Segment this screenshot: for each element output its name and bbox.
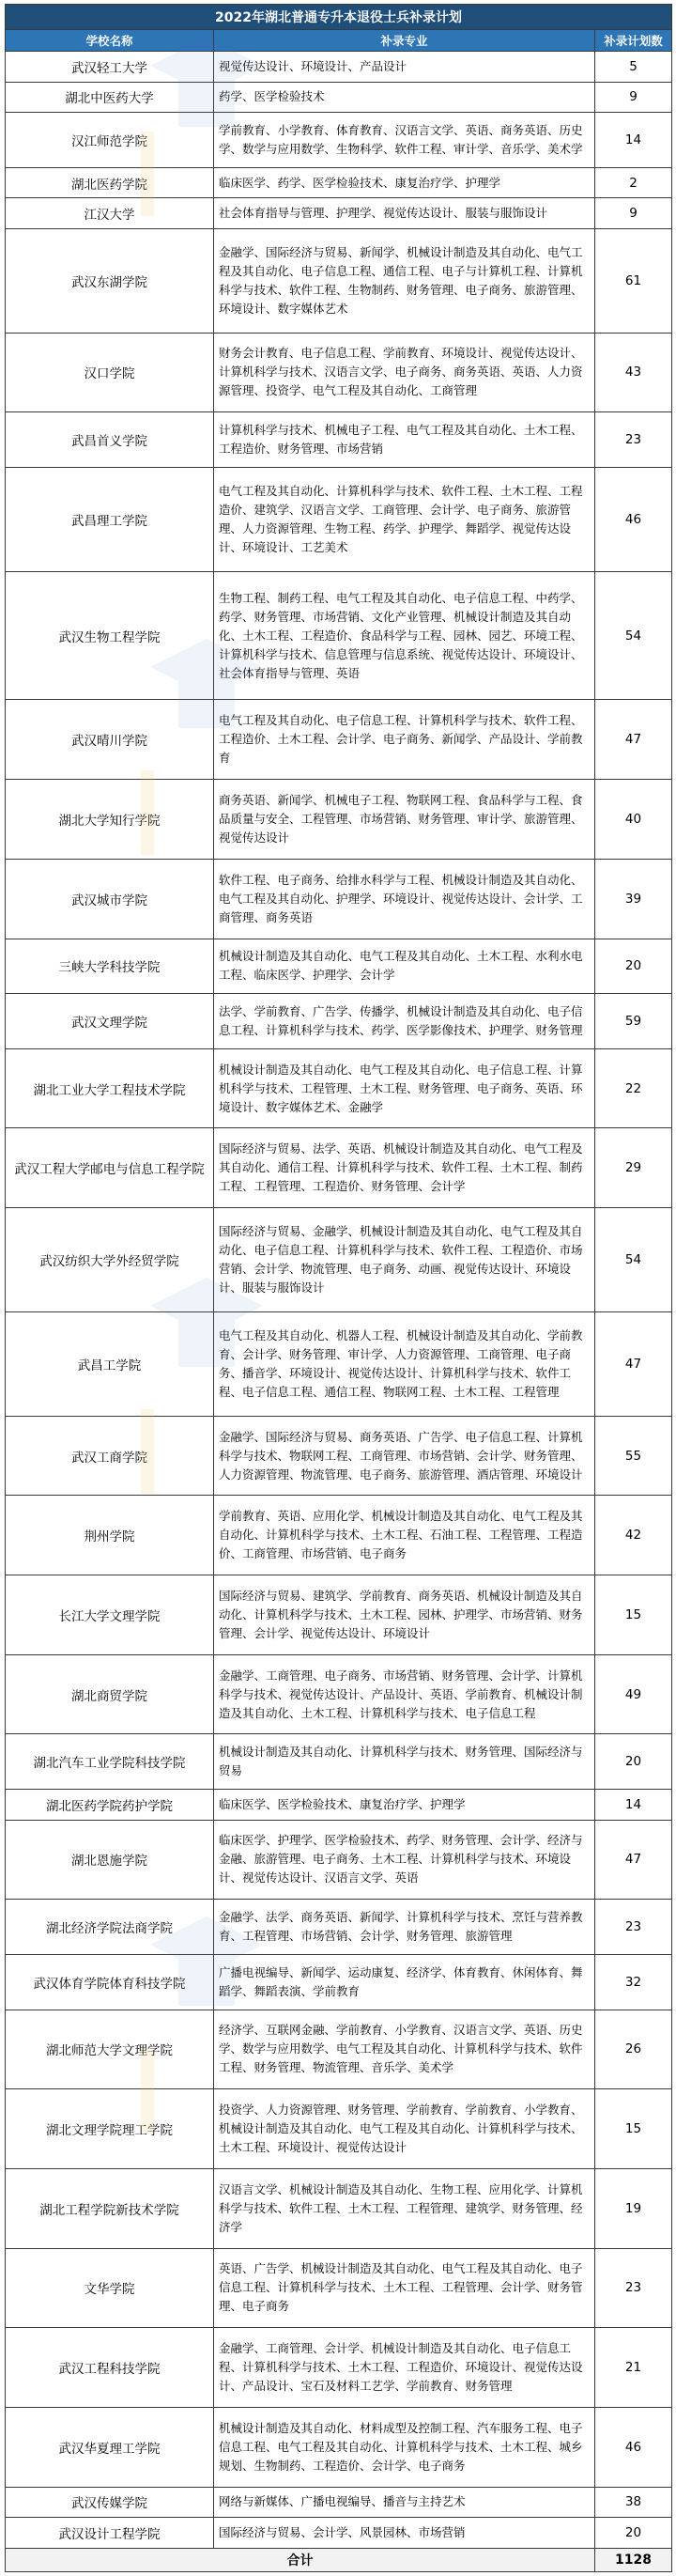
table-row [6, 1575, 672, 1655]
school-name-cell: 武汉生物工程学院 [6, 571, 214, 700]
plan-count-cell: 54 [595, 1208, 672, 1312]
admission-plan-table [5, 4, 672, 2572]
table-row [6, 2010, 672, 2089]
majors-cell: 临床医学、护理学、医学检验技术、药学、财务管理、会计学、经济与金融、旅游管理、电子商务、土木工程、计算机科学与技术、环境设计、视觉传达设计、汉语言文学、英语 [214, 1820, 595, 1900]
school-name-cell: 文华学院 [6, 2248, 214, 2328]
majors-cell: 金融学、国际经济与贸易、商务英语、广告学、电子信息工程、计算机科学与技术、物联网工程、工商管理、市场营销、会计学、财务管理、人力资源管理、物流管理、电子商务、旅游管理、酒店管理、环境设计 [214, 1416, 595, 1496]
plan-count-cell: 46 [595, 2407, 672, 2487]
school-name-cell: 湖北医药学院药护学院 [6, 1790, 214, 1821]
school-name-cell: 三峡大学科技学院 [6, 939, 214, 994]
majors-cell: 国际经济与贸易、建筑学、学前教育、商务英语、机械设计制造及其自动化、计算机科学与技术、土木工程、园林、护理学、市场营销、财务管理、会计学、视觉传达设计、环境设计 [214, 1575, 595, 1655]
school-name-cell: 武汉体育学院体育科技学院 [6, 1954, 214, 2010]
plan-count-cell: 20 [595, 939, 672, 994]
plan-count-cell: 32 [595, 1954, 672, 2010]
majors-cell: 临床医学、药学、医学检验技术、康复治疗学、护理学 [214, 167, 595, 198]
header-school: 学校名称 [6, 30, 214, 52]
majors-cell: 电气工程及其自动化、计算机科学与技术、软件工程、土木工程、工程造价、建筑学、汉语言文学、工商管理、会计学、电子商务、旅游管理、人力资源管理、生物工程、药学、护理学、舞蹈学、视觉传达设计、环境设计、工艺美术 [214, 467, 595, 571]
majors-cell: 社会体育指导与管理、护理学、视觉传达设计、服装与服饰设计 [214, 198, 595, 229]
table-row [6, 333, 672, 412]
plan-count-cell: 47 [595, 700, 672, 780]
school-name-cell: 武汉传媒学院 [6, 2487, 214, 2518]
majors-cell: 金融学、国际经济与贸易、新闻学、机械设计制造及其自动化、电气工程及其自动化、电子信息工程、通信工程、电子与计算机工程、计算机科学与技术、软件工程、生物制药、财务管理、电子商务、旅游管理、环境设计、数字媒体艺术 [214, 228, 595, 333]
majors-cell: 英语、广告学、机械设计制造及其自动化、电气工程及其自动化、电子信息工程、计算机科学与技术、土木工程、工程管理、会计学、财务管理、电子商务 [214, 2248, 595, 2328]
majors-cell: 电气工程及其自动化、机器人工程、机械设计制造及其自动化、学前教育、会计学、财务管理、审计学、人力资源管理、工商管理、电子商务、播音学、环境设计、视觉传达设计、计算机科学与技术、软件工程、电子信息工程、通信工程、物联网工程、土木工程、工程管理 [214, 1311, 595, 1416]
majors-cell: 国际经济与贸易、金融学、机械设计制造及其自动化、电气工程及其自动化、电子信息工程、计算机科学与技术、软件工程、工程造价、市场营销、会计学、物流管理、电子商务、动画、视觉传达设计、环境设计、服装与服饰设计 [214, 1208, 595, 1312]
table-row [6, 2089, 672, 2169]
school-name-cell: 武汉晴川学院 [6, 700, 214, 780]
table-row [6, 1416, 672, 1496]
table-row [6, 412, 672, 468]
majors-cell: 网络与新媒体、广播电视编导、播音与主持艺术 [214, 2487, 595, 2518]
table-row [6, 82, 672, 113]
table-row [6, 1311, 672, 1416]
total-count: 1128 [595, 2549, 672, 2572]
table-body [6, 52, 672, 2549]
plan-count-cell: 20 [595, 1734, 672, 1790]
table-row [6, 2328, 672, 2408]
table-row [6, 2168, 672, 2248]
table-row [6, 780, 672, 860]
majors-cell: 金融学、法学、商务英语、新闻学、计算机科学与技术、烹饪与营养教育、工程管理、市场营销、会计学、财务管理、旅游管理 [214, 1900, 595, 1955]
plan-count-cell: 14 [595, 1790, 672, 1821]
school-name-cell: 武汉东湖学院 [6, 228, 214, 333]
majors-cell: 软件工程、电子商务、给排水科学与工程、机械设计制造及其自动化、电气工程及其自动化、护理学、环境设计、视觉传达设计、会计学、工商管理、商务英语 [214, 859, 595, 939]
school-name-cell: 湖北汽车工业学院科技学院 [6, 1734, 214, 1790]
table-row [6, 1954, 672, 2010]
table-header-row [6, 30, 672, 52]
majors-cell: 汉语言文学、机械设计制造及其自动化、生物工程、应用化学、计算机科学与技术、软件工程、土木工程、工程管理、建筑学、财务管理、经济学 [214, 2168, 595, 2248]
plan-count-cell: 47 [595, 1820, 672, 1900]
school-name-cell: 长江大学文理学院 [6, 1575, 214, 1655]
plan-count-cell: 20 [595, 2518, 672, 2549]
plan-count-cell: 2 [595, 167, 672, 198]
school-name-cell: 武汉工程大学邮电与信息工程学院 [6, 1128, 214, 1208]
table-row [6, 1900, 672, 1955]
school-name-cell: 武昌工学院 [6, 1311, 214, 1416]
school-name-cell: 武汉城市学院 [6, 859, 214, 939]
plan-count-cell: 15 [595, 1575, 672, 1655]
plan-count-cell: 59 [595, 994, 672, 1049]
majors-cell: 金融学、工商管理、会计学、机械设计制造及其自动化、电子信息工程、计算机科学与技术、土木工程、工程造价、环境设计、视觉传达设计、产品设计、宝石及材料工艺学、学前教育、财务管理 [214, 2328, 595, 2408]
table-row [6, 198, 672, 229]
majors-cell: 商务英语、新闻学、机械电子工程、物联网工程、食品科学与工程、食品质量与安全、工程管理、市场营销、财务管理、审计学、旅游管理、视觉传达设计 [214, 780, 595, 860]
table-row [6, 1734, 672, 1790]
majors-cell: 临床医学、医学检验技术、康复治疗学、护理学 [214, 1790, 595, 1821]
table-row [6, 1128, 672, 1208]
plan-count-cell: 15 [595, 2089, 672, 2169]
school-name-cell: 汉江师范学院 [6, 113, 214, 168]
table-title: 2022年湖北普通专升本退役士兵补录计划 [6, 5, 672, 30]
majors-cell: 机械设计制造及其自动化、计算机科学与技术、财务管理、国际经济与贸易 [214, 1734, 595, 1790]
school-name-cell: 湖北文理学院理工学院 [6, 2089, 214, 2169]
plan-count-cell: 23 [595, 412, 672, 468]
plan-count-cell: 19 [595, 2168, 672, 2248]
plan-count-cell: 38 [595, 2487, 672, 2518]
total-row [6, 2549, 672, 2572]
table-row [6, 1208, 672, 1312]
school-name-cell: 武汉文理学院 [6, 994, 214, 1049]
table-row [6, 2518, 672, 2549]
school-name-cell: 武昌首义学院 [6, 412, 214, 468]
majors-cell: 学前教育、小学教育、体育教育、汉语言文学、英语、商务英语、历史学、数学与应用数学、生物科学、软件工程、审计学、音乐学、美术学 [214, 113, 595, 168]
plan-count-cell: 9 [595, 198, 672, 229]
majors-cell: 法学、学前教育、广告学、传播学、机械设计制造及其自动化、电子信息工程、计算机科学与技术、药学、医学影像技术、护理学、财务管理 [214, 994, 595, 1049]
table-container [5, 4, 671, 2572]
table-row [6, 1790, 672, 1821]
majors-cell: 机械设计制造及其自动化、电气工程及其自动化、电子信息工程、计算机科学与技术、工程管理、土木工程、财务管理、电子商务、英语、环境设计、数字媒体艺术、金融学 [214, 1048, 595, 1128]
majors-cell: 视觉传达设计、环境设计、产品设计 [214, 52, 595, 83]
table-row [6, 939, 672, 994]
table-row [6, 1048, 672, 1128]
table-row [6, 2248, 672, 2328]
plan-count-cell: 43 [595, 333, 672, 412]
school-name-cell: 湖北商贸学院 [6, 1654, 214, 1734]
school-name-cell: 湖北中医药大学 [6, 82, 214, 113]
school-name-cell: 湖北师范大学文理学院 [6, 2010, 214, 2089]
majors-cell: 生物工程、制药工程、电气工程及其自动化、电子信息工程、中药学、药学、财务管理、市场营销、文化产业管理、机械设计制造及其自动化、土木工程、工程造价、食品科学与工程、园林、园艺、环境工程、计算机科学与技术、信息管理与信息系统、视觉传达设计、环境设计、社会体育指导与管理、英语 [214, 571, 595, 700]
table-row [6, 1496, 672, 1575]
plan-count-cell: 39 [595, 859, 672, 939]
school-name-cell: 荆州学院 [6, 1496, 214, 1575]
majors-cell: 学前教育、英语、应用化学、机械设计制造及其自动化、电气工程及其自动化、计算机科学与技术、土木工程、石油工程、工程管理、工程造价、工商管理、市场营销、电子商务 [214, 1496, 595, 1575]
school-name-cell: 汉口学院 [6, 333, 214, 412]
school-name-cell: 湖北经济学院法商学院 [6, 1900, 214, 1955]
plan-count-cell: 55 [595, 1416, 672, 1496]
school-name-cell: 武昌理工学院 [6, 467, 214, 571]
table-row [6, 859, 672, 939]
majors-cell: 计算机科学与技术、机械电子工程、电气工程及其自动化、土木工程、工程造价、财务管理、市场营销 [214, 412, 595, 468]
plan-count-cell: 21 [595, 2328, 672, 2408]
plan-count-cell: 61 [595, 228, 672, 333]
table-row [6, 167, 672, 198]
school-name-cell: 江汉大学 [6, 198, 214, 229]
majors-cell: 国际经济与贸易、法学、英语、机械设计制造及其自动化、电气工程及其自动化、通信工程、计算机科学与技术、软件工程、土木工程、制药工程、工程管理、工程造价、财务管理、会计学 [214, 1128, 595, 1208]
table-row [6, 1820, 672, 1900]
school-name-cell: 武汉纺织大学外经贸学院 [6, 1208, 214, 1312]
table-row [6, 52, 672, 83]
table-row [6, 2407, 672, 2487]
plan-count-cell: 29 [595, 1128, 672, 1208]
plan-count-cell: 9 [595, 82, 672, 113]
table-row [6, 113, 672, 168]
majors-cell: 药学、医学检验技术 [214, 82, 595, 113]
school-name-cell: 湖北大学知行学院 [6, 780, 214, 860]
school-name-cell: 武汉华夏理工学院 [6, 2407, 214, 2487]
majors-cell: 机械设计制造及其自动化、电气工程及其自动化、土木工程、水利水电工程、临床医学、护理学、会计学 [214, 939, 595, 994]
school-name-cell: 湖北工业大学工程技术学院 [6, 1048, 214, 1128]
plan-count-cell: 40 [595, 780, 672, 860]
majors-cell: 财务会计教育、电子信息工程、学前教育、环境设计、视觉传达设计、计算机科学与技术、汉语言文学、电子商务、商务英语、英语、人力资源管理、投资学、电气工程及其自动化、工商管理 [214, 333, 595, 412]
plan-count-cell: 26 [595, 2010, 672, 2089]
table-row [6, 467, 672, 571]
majors-cell: 投资学、人力资源管理、财务管理、学前教育、学前教育、小学教育、机械设计制造及其自动化、电气工程及其自动化、计算机科学与技术、土木工程、环境设计、视觉传达设计 [214, 2089, 595, 2169]
plan-count-cell: 22 [595, 1048, 672, 1128]
plan-count-cell: 5 [595, 52, 672, 83]
school-name-cell: 湖北医药学院 [6, 167, 214, 198]
plan-count-cell: 23 [595, 2248, 672, 2328]
table-row [6, 700, 672, 780]
majors-cell: 国际经济与贸易、会计学、风景园林、市场营销 [214, 2518, 595, 2549]
table-row [6, 571, 672, 700]
table-row [6, 1654, 672, 1734]
table-title-row [6, 5, 672, 30]
header-major: 补录专业 [214, 30, 595, 52]
table-row [6, 228, 672, 333]
plan-count-cell: 14 [595, 113, 672, 168]
school-name-cell: 武汉设计工程学院 [6, 2518, 214, 2549]
majors-cell: 机械设计制造及其自动化、材料成型及控制工程、汽车服务工程、电子信息工程、电气工程及其自动化、计算机科学与技术、土木工程、城乡规划、生物制药、工程造价、会计学、电子商务 [214, 2407, 595, 2487]
school-name-cell: 湖北工程学院新技术学院 [6, 2168, 214, 2248]
plan-count-cell: 54 [595, 571, 672, 700]
plan-count-cell: 23 [595, 1900, 672, 1955]
school-name-cell: 武汉轻工大学 [6, 52, 214, 83]
school-name-cell: 湖北恩施学院 [6, 1820, 214, 1900]
plan-count-cell: 46 [595, 467, 672, 571]
plan-count-cell: 49 [595, 1654, 672, 1734]
plan-count-cell: 47 [595, 1311, 672, 1416]
header-count: 补录计划数 [595, 30, 672, 52]
total-label: 合计 [6, 2549, 595, 2572]
majors-cell: 经济学、互联网金融、学前教育、小学教育、汉语言文学、英语、历史学、数学与应用数学、电气工程及其自动化、计算机科学与技术、软件工程、财务管理、物流管理、音乐学、美术学 [214, 2010, 595, 2089]
school-name-cell: 武汉工商学院 [6, 1416, 214, 1496]
majors-cell: 金融学、工商管理、电子商务、市场营销、财务管理、会计学、计算机科学与技术、视觉传达设计、产品设计、英语、学前教育、机械设计制造及其自动化、土木工程、计算机科学与技术、电子信息工程 [214, 1654, 595, 1734]
table-row [6, 2487, 672, 2518]
plan-count-cell: 42 [595, 1496, 672, 1575]
majors-cell: 广播电视编导、新闻学、运动康复、经济学、体育教育、休闲体育、舞蹈学、舞蹈表演、学前教育 [214, 1954, 595, 2010]
majors-cell: 电气工程及其自动化、电子信息工程、计算机科学与技术、软件工程、工程造价、土木工程、会计学、电子商务、新闻学、产品设计、学前教育 [214, 700, 595, 780]
table-row [6, 994, 672, 1049]
school-name-cell: 武汉工程科技学院 [6, 2328, 214, 2408]
